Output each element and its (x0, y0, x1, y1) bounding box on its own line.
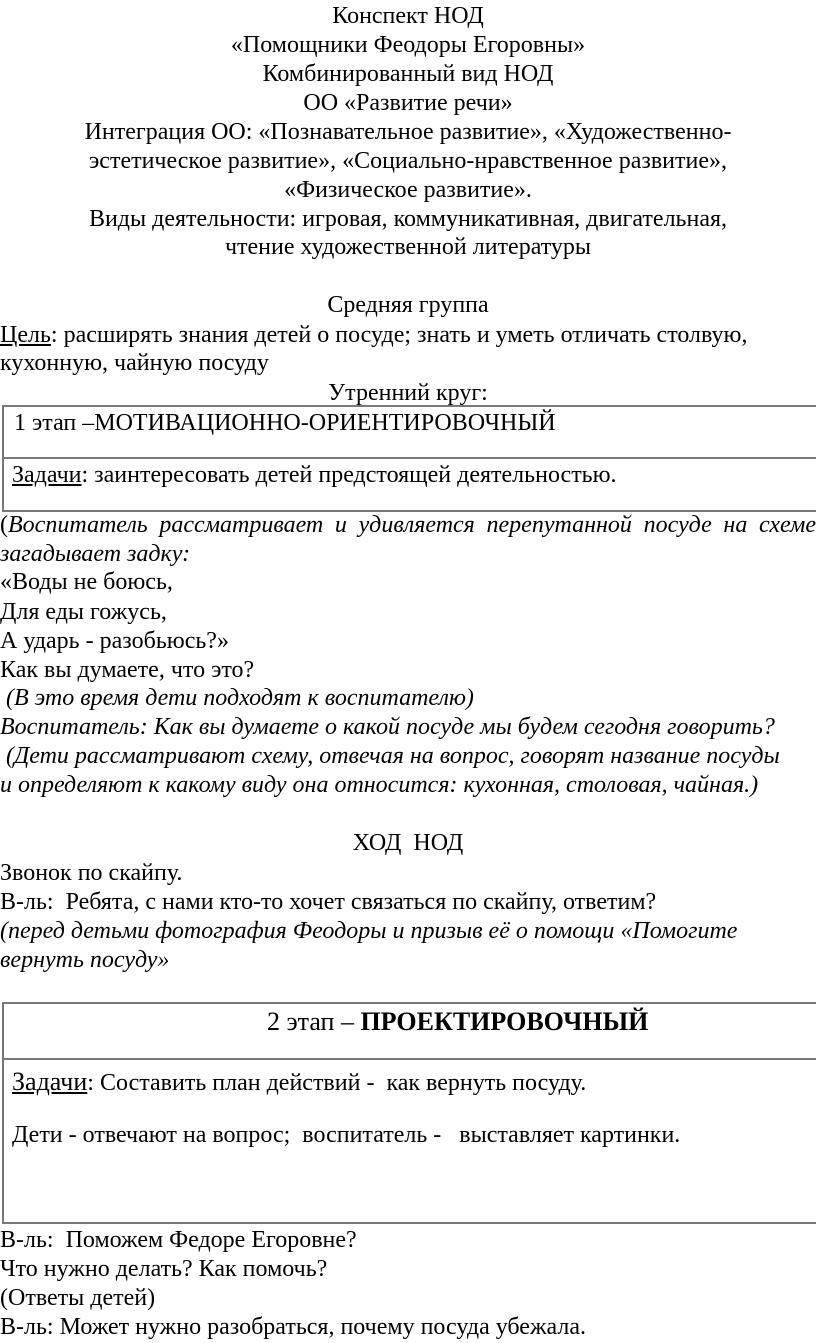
integration-line: «Физическое развитие». (284, 177, 532, 203)
question-line: Как вы думаете, что это? (0, 657, 255, 683)
stage1-title-row (4, 407, 816, 459)
doc-subtitle: «Помощники Феодоры Егоровны» (230, 32, 586, 58)
goal-line (0, 321, 747, 349)
group-label: Средняя группа (327, 292, 489, 318)
goal-label: Цель (0, 322, 51, 348)
course-line: В-ль: Ребята, с нами кто-то хочет связаться по скайпу, ответим? (0, 889, 657, 915)
stage1-table (2, 405, 816, 512)
section1-line: (В это время дети подходят к воспитателю) (0, 685, 474, 711)
stage2-title-row (4, 1004, 816, 1060)
ending-line: (Ответы детей) (0, 1285, 156, 1311)
goal-line-2: кухонную, чайную посуду (0, 350, 269, 376)
goal-text: : расширять знания детей о посуде; знать и уметь отличать столвую, (50, 322, 748, 348)
integration-line: эстетическое развитие», «Социально-нравственное развитие», (89, 148, 727, 174)
tasks-text: : Составить план действий - как вернуть посуду. (87, 1070, 587, 1096)
section1-line: загадывает задку: (0, 541, 191, 567)
doc-title: Конспект НОД (332, 3, 484, 29)
stage2-tasks (12, 1068, 586, 1097)
tasks-label: Задачи (12, 1067, 88, 1096)
paren: ( (0, 512, 8, 538)
activities-line: чтение художественной литературы (224, 234, 592, 260)
integration-line: Интеграция ОО: «Познавательное развитие», «Художественно- (84, 119, 732, 145)
stage1-title: 1 этап –МОТИВАЦИОННО-ОРИЕНТИРОВОЧНЫЙ (14, 410, 556, 436)
course-heading: ХОД НОД (352, 830, 464, 856)
course-line: Звонок по скайпу. (0, 860, 183, 886)
activities-line: Виды деятельности: игровая, коммуникативная, двигательная, (88, 206, 728, 232)
riddle-line: А ударь - разобьюсь?» (0, 628, 229, 654)
morning-circle-heading: Утренний круг: (328, 380, 488, 406)
stage2-name: ПРОЕКТИРОВОЧНЫЙ (360, 1007, 649, 1036)
tasks-label: Задачи (12, 462, 82, 488)
stage1-tasks-row (4, 459, 816, 510)
lesson-type: Комбинированный вид НОД (262, 61, 554, 87)
section1-line: (Дети рассматривают схему, отвечая на вопрос, говорят название посуды (0, 743, 780, 769)
section1-line: Воспитатель: Как вы думаете о какой посуде мы будем сегодня говорить? (0, 714, 775, 740)
section1-line: и определяют к какому виду она относится: кухонная, столовая, чайная.) (0, 772, 759, 798)
riddle-line: «Воды не боюсь, (0, 569, 173, 595)
italic-text: Воспитатель рассматривает и удивляется перепутанной посуде на схеме (8, 512, 816, 538)
tasks-text: : заинтересовать детей предстоящей деятельностью. (81, 462, 617, 488)
stage2-table (2, 1002, 816, 1224)
stage2-prefix: 2 этап – (267, 1007, 361, 1036)
course-line: (перед детьми фотография Феодоры и призыв её о помощи «Помогите (0, 918, 738, 944)
course-line: вернуть посуду» (0, 947, 170, 973)
ending-line: В-ль: Поможем Федоре Егоровне? (0, 1227, 357, 1253)
riddle-line: Для еды гожусь, (0, 599, 167, 625)
stage2-roles: Дети - отвечают на вопрос; воспитатель - выставляет картинки. (12, 1122, 681, 1148)
stage2-title (267, 1008, 648, 1036)
stage1-tasks (12, 461, 617, 489)
stage2-tasks-row (4, 1060, 816, 1222)
ending-line: Что нужно делать? Как помочь? (0, 1256, 328, 1282)
section1-line (0, 511, 816, 539)
education-area: ОО «Развитие речи» (303, 90, 513, 116)
ending-line: В-ль: Может нужно разобраться, почему посуда убежала. (0, 1314, 587, 1340)
